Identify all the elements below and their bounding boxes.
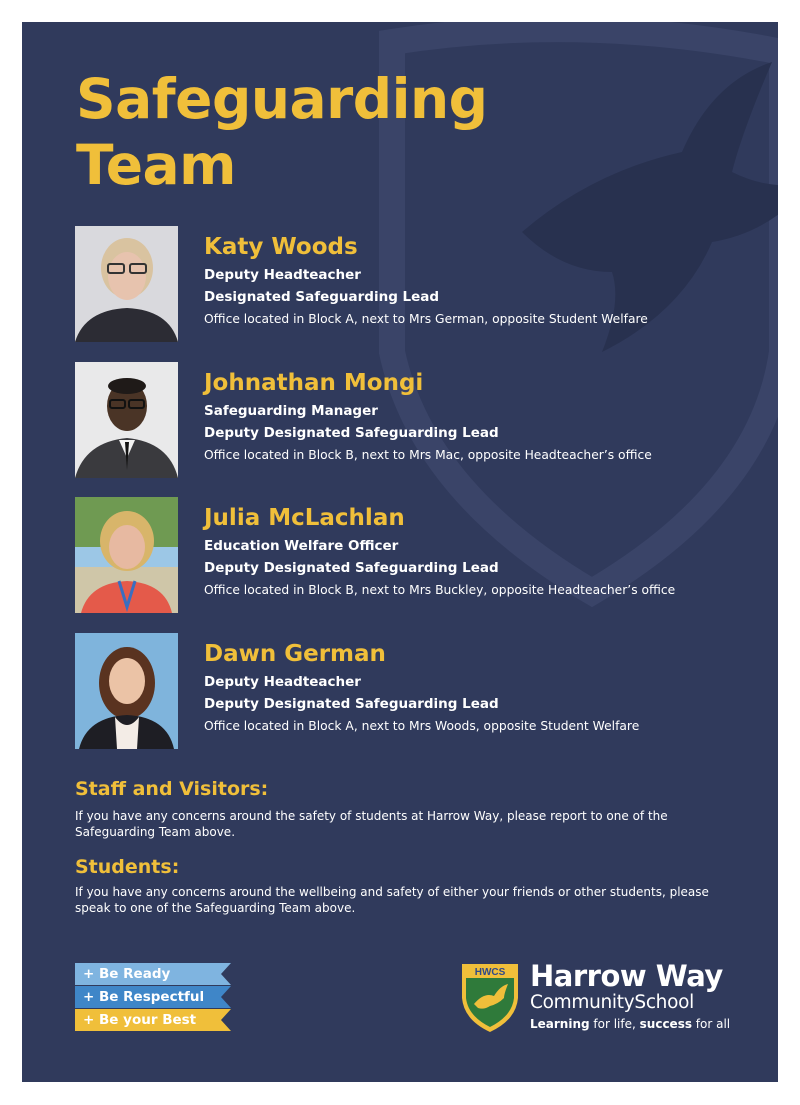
member-role: Deputy Designated Safeguarding Lead [204,696,499,712]
member-role: Education Welfare Officer [204,538,399,554]
member-role: Deputy Designated Safeguarding Lead [204,425,499,441]
member-role: Deputy Headteacher [204,267,361,283]
value-label: + Be Respectful [83,989,205,1005]
member-office: Office located in Block B, next to Mrs Buckley, opposite Headteacher’s office [204,583,676,597]
school-tagline [530,1016,730,1032]
member-role: Deputy Designated Safeguarding Lead [204,560,499,576]
school-name: Harrow Way [530,959,723,993]
member-name: Katy Woods [204,234,358,260]
team-member-card [75,497,765,615]
tagline-part: Learning [530,1017,590,1031]
school-logo [460,960,760,1040]
member-name: Julia McLachlan [204,505,405,531]
member-role: Deputy Headteacher [204,674,361,690]
tagline-part: for life, [589,1017,640,1031]
member-name: Dawn German [204,641,386,667]
member-name: Johnathan Mongi [204,370,424,396]
title-line-1: Safeguarding [76,67,488,131]
staff-heading: Staff and Visitors: [75,778,269,800]
tagline-part: for all [691,1017,731,1031]
crest-text: HWCS [474,967,506,978]
value-label: + Be your Best [83,1012,197,1028]
value-label: + Be Ready [83,966,171,982]
school-values [75,963,235,1032]
member-role: Designated Safeguarding Lead [204,289,440,305]
value-banner [75,963,235,985]
member-photo [75,362,178,478]
person-photo-icon [75,226,178,342]
person-photo-icon [75,497,178,613]
school-crest-icon [460,962,520,1034]
member-photo [75,633,178,749]
member-office: Office located in Block B, next to Mrs Mac, opposite Headteacher’s office [204,448,652,462]
member-photo [75,497,178,613]
value-banner [75,986,235,1008]
team-member-card [75,362,765,480]
students-heading: Students: [75,856,180,878]
team-member-card [75,226,765,344]
page-title [76,66,596,198]
member-photo [75,226,178,342]
team-member-card [75,633,765,751]
tagline-part: success [639,1017,692,1031]
person-photo-icon [75,633,178,749]
member-role: Safeguarding Manager [204,403,378,419]
staff-text: If you have any concerns around the safety of students at Harrow Way, please report to one of the Safeguarding Team above. [75,809,668,839]
students-text: If you have any concerns around the wellbeing and safety of either your friends or other students, please speak to one of the Safeguarding Team above. [75,885,709,915]
member-office: Office located in Block A, next to Mrs Woods, opposite Student Welfare [204,719,640,733]
value-banner [75,1009,235,1031]
title-line-2: Team [76,133,236,197]
person-photo-icon [75,362,178,478]
school-subtitle: CommunitySchool [530,992,694,1013]
member-office: Office located in Block A, next to Mrs German, opposite Student Welfare [204,312,648,326]
poster [22,22,778,1082]
